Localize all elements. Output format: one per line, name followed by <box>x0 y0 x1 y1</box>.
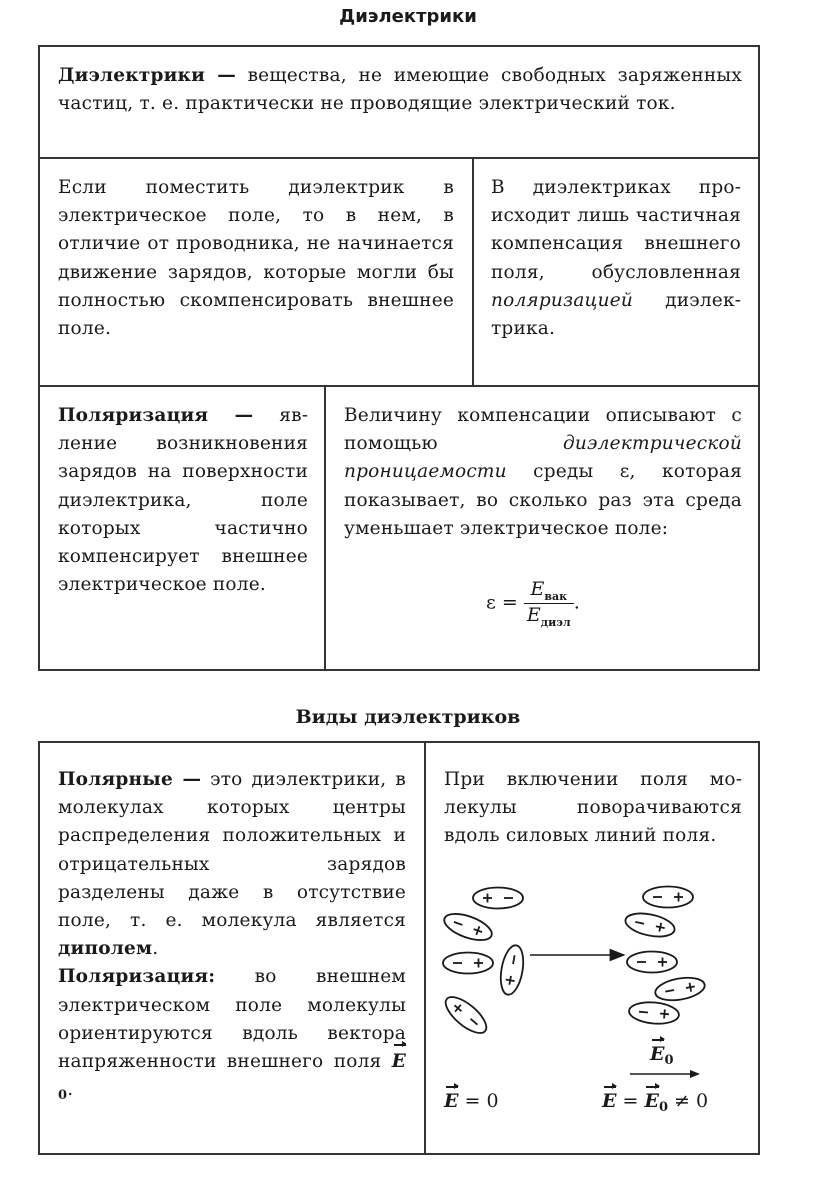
polar-polarization-text: во внешнем электрическом поле молекулы ориентируются вдоль вектора напряженности внешнего поля <box>58 966 406 1073</box>
external-field-arrow <box>630 1068 702 1080</box>
definition-term: Диэлектрики — <box>58 65 236 86</box>
formula-denominator-sub: диэл <box>540 615 571 629</box>
dipole-aligned-5 <box>628 1000 680 1025</box>
permittivity-cell <box>344 402 742 577</box>
dipole-random-1 <box>473 888 523 909</box>
dipole-random-3 <box>443 953 493 974</box>
dipole-bold: диполем <box>58 938 153 960</box>
polarization-term: Поляризация — <box>58 405 254 426</box>
permittivity-italic: диэлектрической проницаемости <box>344 433 742 483</box>
field-effect-cell <box>58 174 454 374</box>
equation-no-field: E = 0 <box>444 1090 499 1112</box>
partial-compensation-cell <box>491 174 741 380</box>
section-title-dielectric-types: Виды диэлектриков <box>295 706 521 728</box>
equation-with-field: $E = E_0 \ne 0$ <box>602 1090 709 1115</box>
external-field-label: $E_0$ <box>650 1043 674 1068</box>
divider <box>472 157 474 386</box>
field-vector-e0: E <box>392 1048 406 1076</box>
dipole-aligned-1 <box>643 887 693 908</box>
divider <box>38 385 760 387</box>
definition-cell <box>58 62 742 152</box>
dipole-orientation-diagram <box>426 875 758 1045</box>
permittivity-text-end: среды ε, которая показывает, во сколько раз эта среда уменьшает электрическое поле: <box>344 461 742 539</box>
dipole-aligned-4 <box>654 974 707 1003</box>
polar-text: это диэлектрики, в молекулах которых центры распределения положительных и отрицательных зарядов разделены даже в отсутствие поле, т. е. молекула является <box>58 769 406 932</box>
divider <box>38 157 760 159</box>
permittivity-text: Величину компенсации описывают с помощью <box>344 405 742 455</box>
definition-text: вещества, не имеющие свободных заряженных частиц, т. е. практически не проводящие электрический ток. <box>58 65 742 115</box>
rotation-cell <box>444 766 742 881</box>
field-vector-sub: 0 <box>58 1088 68 1104</box>
polar-polarization-end: . <box>67 1079 74 1101</box>
polar-cell <box>58 766 406 1141</box>
polar-term: Полярные — <box>58 769 202 790</box>
polar-end: . <box>152 938 159 960</box>
dipole-aligned-3 <box>627 952 677 973</box>
polarization-cell <box>58 402 308 657</box>
dipole-random-2 <box>441 909 495 946</box>
dipole-aligned-2 <box>623 910 676 941</box>
rotation-text: При включении поля молекулы поворачиваются вдоль силовых линий поля. <box>444 769 742 847</box>
divider <box>324 385 326 671</box>
polarization-italic: поляризацией <box>491 289 634 311</box>
formula-numerator: E <box>530 578 545 600</box>
section-title-dielectrics: Диэлектрики <box>339 6 477 27</box>
formula-fraction <box>524 578 574 629</box>
partial-compensation-text: В диэлектриках происходит лишь частичная компенсация внешнего поля, обусловленная <box>491 177 741 283</box>
dipole-random-4 <box>497 944 526 997</box>
partial-compensation-text-end: диэлектрика. <box>491 289 741 340</box>
polar-polarization-term: Поляризация: <box>58 966 216 988</box>
permittivity-formula <box>486 578 580 629</box>
formula-end: . <box>573 591 580 614</box>
polarization-text: явление возникновения зарядов на поверхности диэлектрика, поле которых частично компенсирует внешнее электрическое поле. <box>58 405 308 596</box>
field-effect-text: Если поместить диэлектрик в электрическое поле, то в нем, в отличие от проводника, не начинается движение зарядов, которые могли бы полностью скомпенсировать внешнее поле. <box>58 177 454 340</box>
dipole-random-5 <box>440 991 492 1039</box>
formula-numerator-sub: вак <box>544 589 568 603</box>
formula-lhs: ε = <box>486 591 518 614</box>
formula-denominator: E <box>526 603 541 626</box>
